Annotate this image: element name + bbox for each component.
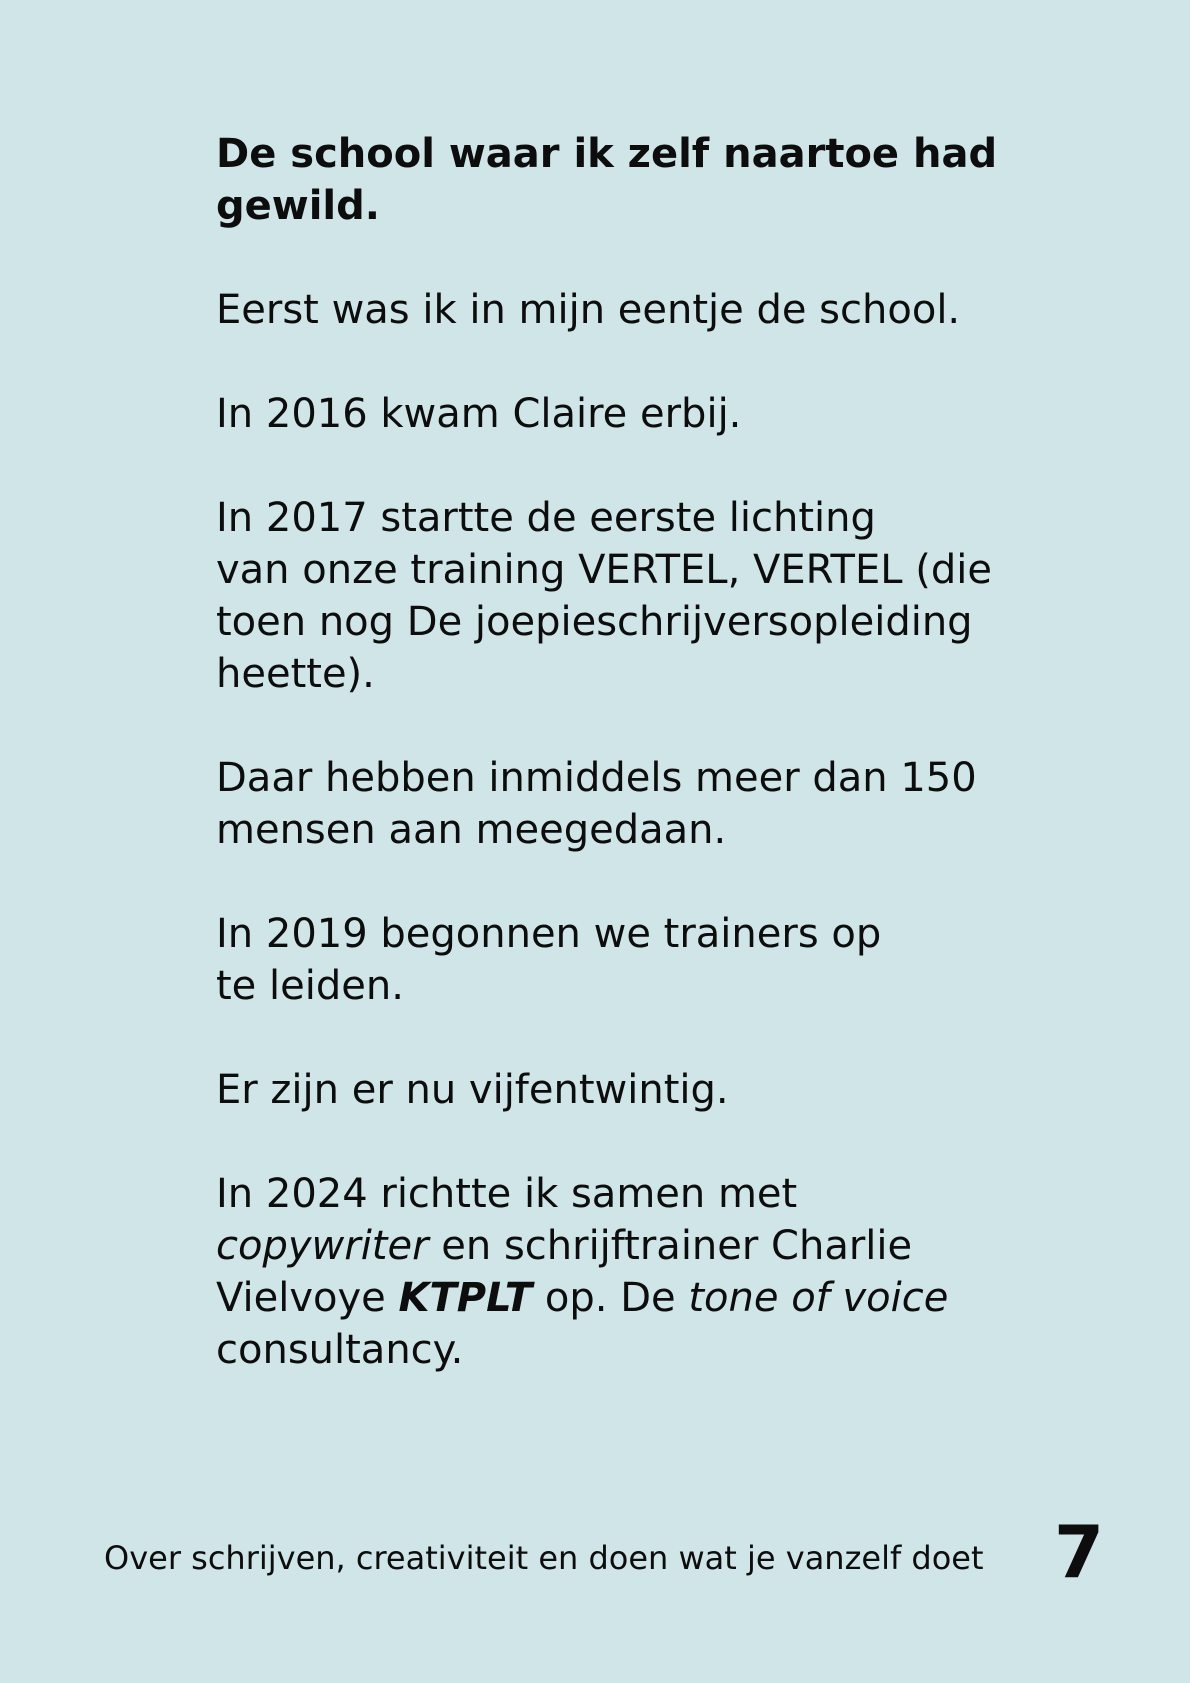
paragraph-4: Daar hebben inmiddels meer dan 150 mensen aan meegedaan. (216, 755, 977, 853)
paragraph-7 (216, 1168, 1116, 1376)
paragraph-7-text-a: In 2024 richtte ik samen met (216, 1171, 798, 1217)
paragraph-7-brand-name: KTPLT (398, 1275, 533, 1321)
paragraph-7-italic-tone: tone of voice (688, 1275, 949, 1321)
paragraph-2: In 2016 kwam Claire erbij. (216, 391, 742, 437)
paragraph-7-text-b: en schrijftrainer Charlie Vielvoye (216, 1223, 913, 1321)
paragraph-7-italic-copywriter: copywriter (216, 1223, 429, 1269)
paragraph-3: In 2017 startte de eerste lichting van onze training VERTEL, VERTEL (die toen nog De joepieschrijversopleiding heette). (216, 495, 992, 697)
paragraph-6: Er zijn er nu vijfentwintig. (216, 1067, 729, 1113)
paragraph-5: In 2019 begonnen we trainers op te leiden. (216, 911, 882, 1009)
paragraph-7-text-d: consultancy. (216, 1327, 464, 1373)
page-number: 7 (1054, 1510, 1105, 1594)
paragraph-1: Eerst was ik in mijn eentje de school. (216, 287, 961, 333)
paragraph-7-text-c: op. De (532, 1275, 689, 1321)
page-heading: De school waar ik zelf naartoe had gewild. (216, 131, 998, 229)
page-content (216, 128, 1116, 1428)
footer-running-title: Over schrijven, creativiteit en doen wat je vanzelf doet (104, 1539, 984, 1577)
